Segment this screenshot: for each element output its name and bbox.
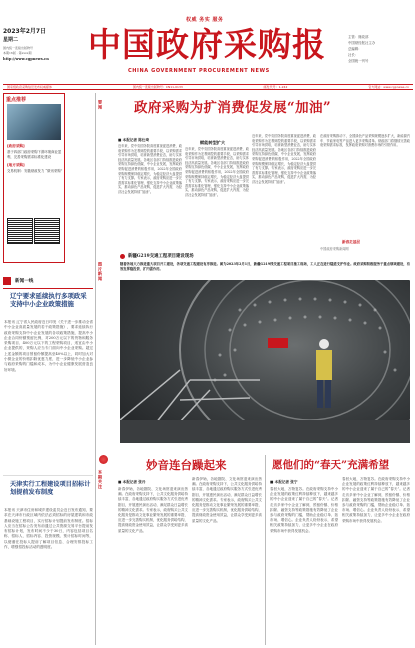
lead-body-col1: 近年来，党中央国务院高度重视促进消费，政府采购作为宏观调控的重要手段，以采购需求引导市场供给，培育新型消费业态，助力实体经济高质量发展。各地区各部门持续推进政府采购支持绿色低碳、中小企业发展，发挥政府采购促进消费的积极作用，2022年全国政府采购规模保持稳定增长，为稳定经济大盘提供了有力支撑。专家表示，政府采购应进一步完善需求标准化管理，强化支持中小企业政策落实，推动绿色产品采购，促进扩大内需，为经济社会发展持续“加油”。: [118, 144, 182, 194]
lead-byline: ■ 本报记者 陈仕琦: [118, 138, 150, 142]
right-side-label: 中国政府采购新闻网: [320, 247, 349, 251]
feature-byline-2: ■ 本报记者 张宁: [270, 480, 298, 484]
features-tag: 本期关注: [98, 470, 103, 489]
bullet-icon: [120, 254, 125, 259]
left-headline-1: 辽宁要求延续执行多项政采支持中小企业政策措施: [10, 292, 87, 309]
photo-news-image: [120, 280, 410, 443]
qr-code: [34, 218, 60, 244]
issue-info-1: 国内统一连续出版物号: [3, 46, 34, 50]
info-bar-item: 国内统一连续出版物号：CN11-0133: [132, 85, 183, 89]
lead-headline: 政府采购为扩消费促发展“加油”: [134, 100, 332, 116]
newspaper-title: 中国政府采购报: [88, 25, 326, 64]
photo-caption: 随着各地大力推进重大项目开工建设，各项交通工程建设有序推进。图为2023年2月1日，新疆G219线交通工程项目施工现场，工人正在进行隧道支护作业。政府采购积极服务于重点领域建设，有效发挥稳投资、扩内需作用。: [120, 262, 410, 271]
website-link[interactable]: http://www.cgpnews.cn: [3, 57, 49, 61]
lead-body-col2: 近年来，党中央国务院高度重视促进消费，政府采购作为宏观调控的重要手段，以采购需求引导市场供给，培育新型消费业态，助力实体经济高质量发展。各地区各部门持续推进政府采购支持绿色低碳、中小企业发展，发挥政府采购促进消费的积极作用，2022年全国政府采购规模保持稳定增长，为稳定经济大盘提供了有力支撑。专家表示，政府采购应进一步完善需求标准化管理，强化支持中小企业政策落实，推动绿色产品采购，促进扩大内需，为经济社会发展持续“加油”。: [185, 147, 249, 197]
left-section-label: 新闻一线: [15, 279, 34, 284]
sidebar-link-category[interactable]: [政府采购]: [7, 144, 25, 148]
left-headline-2: 天津实行工程建设项目招标计划提前发布制度: [10, 481, 91, 497]
tunnel-illustration: [120, 280, 410, 443]
masthead-slogan: 权威 务实 服务: [186, 17, 224, 23]
left-body-1: 本报讯 辽宁省人民政府近日印发《关于进一步推动全省中小企业高质量发展的若干政策措施》，要求延续执行政府采购支持中小企业发展的各项政策措施，提高中小企业合同份额预留比例，对200万元以下的货物和服务采购项目、400万元以下的工程采购项目，适宜由中小企业提供的，采购人应当专门面向中小企业采购。超过上述金额的项目预留份额提高至40%以上，同时加大对小微企业的价格扣除优惠力度，进一步降低中小企业参与政府采购的门槛和成本，为中小企业健康发展营造良好环境。: [4, 320, 93, 372]
issue-weekday: 星期二: [3, 37, 19, 43]
feature-body-1a: 新春伊始，各地剧院、文化场馆迎来演出热潮。在政府采购支持下，公共文化服务供给持续丰富，各地通过政府购买服务方式引进优秀剧目，开展惠民演出活动，满足群众日益增长的精神文化需求。专家表示，政府购买公共文化服务是推动文化事业繁荣发展的重要举措，应进一步完善购买机制，优化服务供给结构，提高财政资金使用效益，让群众享受到更多高质量的文化产品。: [118, 487, 188, 533]
sidebar-link-text[interactable]: 基于四部门政府采购下滑环境商业盈利，完善采购需求标准化建设: [7, 150, 62, 159]
feature-body-2b: 春回大地，万物复苏。在政府采购支持中小企业发展的政策红利持续释放下，越来越多的中小企业迎来了属于自己的“春天”。记者走访多家中小企业了解到，预留份额、价格扣除、融资支持等政策措施有效降低了企业参与政府采购的门槛，帮助企业稳订单、拓市场、增信心。企业负责人纷纷表示，希望相关政策持续加力，让更多中小企业在政府采购市场中获得发展机会。: [342, 477, 410, 523]
feature-body-2a: 春回大地，万物复苏。在政府采购支持中小企业发展的政策红利持续释放下，越来越多的中小企业迎来了属于自己的“春天”。记者走访多家中小企业了解到，预留份额、价格扣除、融资支持等政策措施有效降低了企业参与政府采购的门槛，帮助企业稳订单、拓市场、增信心。企业负责人纷纷表示，希望相关政策持续加力，让更多中小企业在政府采购市场中获得发展机会。: [270, 487, 338, 533]
lead-body-col3: 近年来，党中央国务院高度重视促进消费，政府采购作为宏观调控的重要手段，以采购需求引导市场供给，培育新型消费业态，助力实体经济高质量发展。各地区各部门持续推进政府采购支持绿色低碳、中小企业发展，发挥政府采购促进消费的积极作用，2022年全国政府采购规模保持稳定增长，为稳定经济大盘提供了有力支撑。专家表示，政府采购应进一步完善需求标准化管理，强化支持中小企业政策落实，推动绿色产品采购，促进扩大内需，为经济社会发展持续“加油”。: [252, 134, 316, 184]
section-marker-icon: [3, 277, 11, 285]
divider: [3, 288, 93, 289]
masthead-right-info: [348, 34, 412, 64]
lead-subhead: 赋能转型扩大: [200, 140, 226, 145]
sidebar-box-title: 重点推荐: [6, 97, 27, 103]
issue-info-2: 本期16版 · 第xxxx期: [3, 51, 32, 55]
info-bar-item: 邮发代号：1-242: [263, 85, 288, 89]
info-line: 主管：财政部: [348, 35, 369, 39]
qr-code: [7, 218, 33, 244]
feature-byline-1: ■ 本报记者 张丹: [118, 480, 146, 484]
features-side-label: [97, 470, 109, 489]
right-bottom-tag: 新春走基层: [342, 240, 360, 244]
lead-section-tag: 要闻: [98, 100, 103, 110]
divider: [3, 475, 93, 476]
photo-caption-heading: 新疆G219交通工程项目建设现场: [128, 254, 194, 259]
info-line: 总编辑：: [348, 47, 362, 51]
sidebar-link-text[interactable]: 交易机制：安徽财政发力 “微讯采购”: [7, 169, 63, 174]
lead-body-col4: 在政府采购推动下，全国绿色产品采购规模逐步扩大，新能源汽车、节能家电等产品进入更多采购清单。财政部门将继续完善政府采购需求标准，发挥政府采购对消费市场的引领作用。: [320, 134, 410, 148]
left-body-2: 本报讯 天津市住房和城乡建设委员会近日发布通知，要求在天津市行政区域内依法必须招标的房屋建筑和市政基础设施工程项目，实行招标计划提前发布制度。招标人应当在招标公告发布前通过公共资源交易平台提前发布招标计划，发布时间不少于30日，内容包括项目名称、招标人、招标内容、投资规模、预计招标时间等，以便潜在投标人提前了解项目信息、合理安排投标工作，增强招投标活动的透明度。: [4, 508, 93, 550]
column-divider: [265, 455, 266, 645]
photo-news-tag: 图片新闻: [98, 262, 103, 281]
left-sidebar-box: [3, 93, 65, 263]
info-bar-item: 国家级政府采购信息发布权威媒体: [7, 85, 53, 89]
masthead-date-block: [3, 26, 65, 61]
sidebar-photo: [7, 104, 61, 140]
info-line: 全国统一刊号: [348, 59, 369, 63]
feature-body-1b: 新春伊始，各地剧院、文化场馆迎来演出热潮。在政府采购支持下，公共文化服务供给持续丰富，各地通过政府购买服务方式引进优秀剧目，开展惠民演出活动，满足群众日益增长的精神文化需求。专家表示，政府购买公共文化服务是推动文化事业繁荣发展的重要举措，应进一步完善购买机制，优化服务供给结构，提高财政资金使用效益，让群众享受到更多高质量的文化产品。: [192, 477, 262, 523]
masthead: [0, 0, 415, 84]
info-line: 中国财经报社主办: [348, 41, 376, 45]
feature-headline-1: 妙音连台躁起来: [146, 458, 227, 472]
info-bar-item: 官方网站：www.cgpnews.cn: [368, 85, 409, 89]
issue-date: 2023年2月7日: [3, 28, 47, 35]
features-decor-icon: [99, 455, 108, 464]
info-bar: [3, 84, 413, 90]
photo-caption-title: [120, 253, 350, 259]
sidebar-link-category[interactable]: [地方采购]: [7, 163, 25, 168]
left-section-header: [3, 276, 93, 286]
newspaper-subtitle: CHINA GOVERNMENT PROCUREMENT NEWS: [128, 68, 270, 74]
column-divider: [95, 93, 96, 645]
feature-headline-2: 愿他们的“春天”充满希望: [272, 459, 390, 471]
photo-news-label: [97, 262, 109, 302]
info-line: 社长：: [348, 53, 359, 57]
